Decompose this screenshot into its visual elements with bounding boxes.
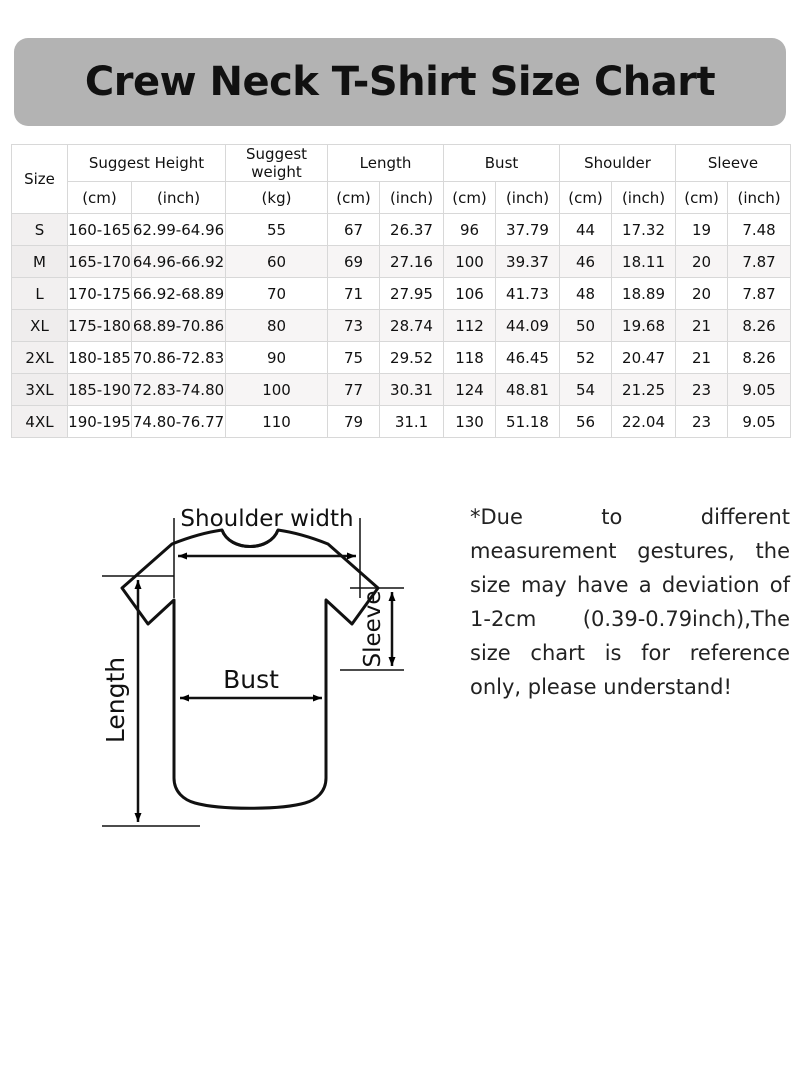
- cell-bust-inch: 41.73: [496, 278, 560, 310]
- cell-sleeve-inch: 7.48: [728, 214, 791, 246]
- cell-shoulder-inch: 22.04: [612, 406, 676, 438]
- cell-bust-inch: 44.09: [496, 310, 560, 342]
- cell-bust-cm: 118: [444, 342, 496, 374]
- cell-length-inch: 30.31: [380, 374, 444, 406]
- cell-length-inch: 27.95: [380, 278, 444, 310]
- cell-height-inch: 72.83-74.80: [132, 374, 226, 406]
- cell-shoulder-inch: 18.11: [612, 246, 676, 278]
- cell-shoulder-inch: 18.89: [612, 278, 676, 310]
- cell-height-cm: 185-190: [68, 374, 132, 406]
- cell-sleeve-cm: 19: [676, 214, 728, 246]
- cell-bust-cm: 96: [444, 214, 496, 246]
- table-row: [12, 214, 791, 246]
- table-header-groups: [12, 145, 791, 182]
- shoulder-width-label: Shoulder width: [180, 506, 354, 532]
- cell-size: S: [12, 214, 68, 246]
- cell-bust-inch: 51.18: [496, 406, 560, 438]
- table-row: [12, 342, 791, 374]
- cell-height-inch: 70.86-72.83: [132, 342, 226, 374]
- cell-size: L: [12, 278, 68, 310]
- cell-sleeve-cm: 21: [676, 342, 728, 374]
- header-sleeve: Sleeve: [676, 145, 791, 182]
- cell-length-inch: 29.52: [380, 342, 444, 374]
- header-suggest-weight: Suggest weight: [226, 145, 328, 182]
- cell-length-inch: 27.16: [380, 246, 444, 278]
- cell-bust-cm: 106: [444, 278, 496, 310]
- cell-weight-kg: 110: [226, 406, 328, 438]
- table-header-units: [12, 182, 791, 214]
- cell-height-cm: 175-180: [68, 310, 132, 342]
- cell-weight-kg: 80: [226, 310, 328, 342]
- unit-length-cm: (cm): [328, 182, 380, 214]
- cell-length-cm: 67: [328, 214, 380, 246]
- cell-height-inch: 74.80-76.77: [132, 406, 226, 438]
- header-length: Length: [328, 145, 444, 182]
- cell-bust-inch: 37.79: [496, 214, 560, 246]
- cell-size: 3XL: [12, 374, 68, 406]
- cell-shoulder-cm: 52: [560, 342, 612, 374]
- length-label: Length: [101, 656, 130, 744]
- cell-shoulder-inch: 17.32: [612, 214, 676, 246]
- cell-sleeve-cm: 23: [676, 374, 728, 406]
- unit-sleeve-cm: (cm): [676, 182, 728, 214]
- cell-height-inch: 68.89-70.86: [132, 310, 226, 342]
- unit-shoulder-inch: (inch): [612, 182, 676, 214]
- measurement-note: *Due to different measurement gestures, the size may have a deviation of 1-2cm (0.39-0.79inch),The size chart is for reference only, please understand!: [470, 505, 790, 700]
- unit-bust-inch: (inch): [496, 182, 560, 214]
- cell-length-inch: 31.1: [380, 406, 444, 438]
- cell-bust-cm: 130: [444, 406, 496, 438]
- unit-height-inch: (inch): [132, 182, 226, 214]
- unit-height-cm: (cm): [68, 182, 132, 214]
- cell-length-cm: 73: [328, 310, 380, 342]
- unit-weight-kg: (kg): [226, 182, 328, 214]
- cell-sleeve-cm: 23: [676, 406, 728, 438]
- cell-sleeve-inch: 8.26: [728, 310, 791, 342]
- cell-height-cm: 160-165: [68, 214, 132, 246]
- table-body: [12, 214, 791, 438]
- cell-weight-kg: 60: [226, 246, 328, 278]
- cell-height-cm: 165-170: [68, 246, 132, 278]
- title-banner: [14, 38, 786, 126]
- cell-sleeve-inch: 9.05: [728, 374, 791, 406]
- cell-height-cm: 180-185: [68, 342, 132, 374]
- cell-shoulder-cm: 48: [560, 278, 612, 310]
- cell-sleeve-inch: 8.26: [728, 342, 791, 374]
- size-chart-page: [0, 38, 800, 1078]
- header-bust: Bust: [444, 145, 560, 182]
- cell-bust-cm: 100: [444, 246, 496, 278]
- size-chart-table: [11, 144, 791, 438]
- cell-bust-inch: 39.37: [496, 246, 560, 278]
- table-row: [12, 406, 791, 438]
- cell-bust-cm: 124: [444, 374, 496, 406]
- cell-weight-kg: 90: [226, 342, 328, 374]
- unit-length-inch: (inch): [380, 182, 444, 214]
- cell-length-cm: 77: [328, 374, 380, 406]
- cell-shoulder-inch: 21.25: [612, 374, 676, 406]
- cell-height-cm: 190-195: [68, 406, 132, 438]
- unit-bust-cm: (cm): [444, 182, 496, 214]
- cell-shoulder-inch: 19.68: [612, 310, 676, 342]
- cell-weight-kg: 55: [226, 214, 328, 246]
- cell-height-cm: 170-175: [68, 278, 132, 310]
- header-size: Size: [12, 145, 68, 214]
- cell-size: 4XL: [12, 406, 68, 438]
- cell-bust-cm: 112: [444, 310, 496, 342]
- cell-shoulder-cm: 56: [560, 406, 612, 438]
- cell-length-cm: 69: [328, 246, 380, 278]
- cell-size: XL: [12, 310, 68, 342]
- cell-sleeve-inch: 7.87: [728, 278, 791, 310]
- cell-weight-kg: 70: [226, 278, 328, 310]
- cell-length-cm: 79: [328, 406, 380, 438]
- table-row: [12, 278, 791, 310]
- cell-sleeve-inch: 7.87: [728, 246, 791, 278]
- page-title: Crew Neck T-Shirt Size Chart: [84, 59, 716, 105]
- unit-sleeve-inch: (inch): [728, 182, 791, 214]
- cell-shoulder-inch: 20.47: [612, 342, 676, 374]
- cell-length-inch: 26.37: [380, 214, 444, 246]
- cell-bust-inch: 46.45: [496, 342, 560, 374]
- cell-sleeve-cm: 20: [676, 278, 728, 310]
- cell-shoulder-cm: 50: [560, 310, 612, 342]
- cell-shoulder-cm: 44: [560, 214, 612, 246]
- table-row: [12, 246, 791, 278]
- cell-sleeve-cm: 21: [676, 310, 728, 342]
- header-suggest-height: Suggest Height: [68, 145, 226, 182]
- cell-length-cm: 75: [328, 342, 380, 374]
- tshirt-measurement-diagram: [40, 448, 460, 848]
- cell-length-cm: 71: [328, 278, 380, 310]
- cell-weight-kg: 100: [226, 374, 328, 406]
- cell-length-inch: 28.74: [380, 310, 444, 342]
- sleeve-label: Sleeve: [360, 590, 386, 668]
- header-shoulder: Shoulder: [560, 145, 676, 182]
- cell-bust-inch: 48.81: [496, 374, 560, 406]
- cell-size: 2XL: [12, 342, 68, 374]
- cell-size: M: [12, 246, 68, 278]
- cell-shoulder-cm: 54: [560, 374, 612, 406]
- table-row: [12, 310, 791, 342]
- cell-height-inch: 62.99-64.96: [132, 214, 226, 246]
- cell-height-inch: 66.92-68.89: [132, 278, 226, 310]
- cell-sleeve-cm: 20: [676, 246, 728, 278]
- cell-sleeve-inch: 9.05: [728, 406, 791, 438]
- bottom-section: [10, 448, 790, 848]
- bust-label: Bust: [223, 665, 279, 694]
- cell-height-inch: 64.96-66.92: [132, 246, 226, 278]
- table-row: [12, 374, 791, 406]
- unit-shoulder-cm: (cm): [560, 182, 612, 214]
- cell-shoulder-cm: 46: [560, 246, 612, 278]
